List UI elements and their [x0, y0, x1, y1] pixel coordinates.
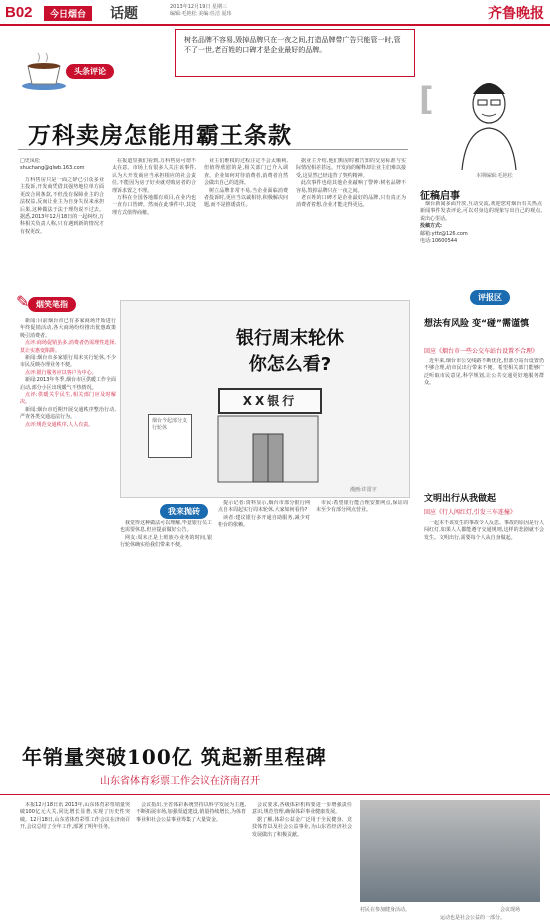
review-title-2: 文明出行从我做起: [424, 494, 497, 504]
bank-door-icon: [198, 414, 338, 484]
bank-question-title: 银行周末轮休 你怎么看?: [236, 328, 344, 375]
bottom-headline: 年销量突破100亿 筑起新里程碑: [22, 745, 327, 769]
section-tag: 今日烟台: [44, 6, 92, 21]
bottom-rule: [0, 794, 550, 795]
story2-tag: 烟笑笔指: [28, 297, 76, 312]
photo-note: 村民在参加健身活动。: [360, 907, 411, 913]
solicit-phone: 电话:10600544: [420, 238, 458, 245]
review-body-1: 近年来,烟台市公交线路不断优化,但部分站台设置仍不够合理,给市民出行带来不便。希望相关部门能够广泛听取市民意见,科学规划,让公共交通更好地服务群众。: [424, 358, 544, 387]
debate-col-2: 提示记者:资料显示,烟台市部分银行网点自本周起实行周末轮休,大家如何看待? 读者:建议银行多开通自助服务,减少对柜台的依赖。: [218, 500, 310, 529]
newspaper-logo: 齐鲁晚报: [488, 6, 544, 22]
page-number: B02: [5, 4, 33, 21]
solicit-title: 征稿启事: [420, 191, 460, 202]
solicit-email: 邮箱:ytfz@126.com: [420, 230, 468, 237]
review-sub-2: 回应《行人闯红灯,引发三车连撞》: [424, 509, 516, 516]
bottom-col-2: 会议指出,全省体彩系统坚持以科学发展为主题,不断拓展市场,加强渠道建设,销量持续增长,为体育事业和社会公益事业筹集了大量资金。: [136, 802, 246, 823]
solicit-body: 烟台新闻多面开放,互动交流,欢迎您对烟台有关热点新闻事件发表评论,可以对身边的现象写出自己的观点,说出心里话。 投稿方式: 邮箱:ytfz@126.com 电话:10600544: [420, 201, 542, 245]
debate-col-1: 我觉得这种做法可以理解,毕竟银行员工也需要休息,但应提前做好公告。 网友:周末正是上班族办业务的时间,银行轮休确实给我们带来不便。: [120, 520, 212, 549]
bottom-col-1: 本报12月18日讯 2013年,山东体育彩票销量突破100亿元大关,同比增长显著,实现了历史性突破。12月18日,山东省体育彩票工作会议在济南召开,会议总结了全年工作,部署了明年任务。: [20, 802, 130, 831]
photo-caption: 会议现场: [500, 907, 521, 913]
coffee-cup-icon: [18, 52, 70, 92]
section-topic: 话题: [110, 6, 138, 22]
debate-col-3: 市民:希望银行能合理安排网点,保证周末至少有部分网点营业。: [316, 500, 408, 514]
issue-meta: 2013年12月19日 星期三 编辑:毛艳松 美编:任洁 夏玮: [170, 4, 232, 17]
headline-rule: [18, 149, 408, 150]
bottom-foot: 运动也是社会公益的一部分。: [440, 915, 506, 921]
quote-icon: [: [419, 80, 434, 118]
article-col-3: 业主们维权的过程注定不会太顺利,但值得欣慰的是,相关部门已介入调查。企业如何对待消费者,消费者自然会做出自己的选择。 树立品牌非常不易,当企业面临消费者投诉时,更应当以诚相待,积极解决问题,而不是推诿责任。: [204, 158, 288, 209]
conference-photo: [360, 800, 540, 902]
coffee-illustration: [18, 52, 70, 92]
pull-quote: [175, 29, 415, 77]
story3-tag: 我来抛砖: [160, 504, 208, 519]
columnist-avatar-icon: [452, 70, 526, 170]
pull-quote-text: 树名品牌不容易,毁掉品牌只在一夜之间,打造品牌带广告只能管一时,管不了一世,老百姓的口碑才是企业最好的品牌。: [184, 36, 401, 54]
left-briefs: 新闻:目前烟台市已有多家商场开始进行年终促销活动,各大商场纷纷推出优惠政策吸引消费者。 点评:商场促销虽多,消费者仍需理性选择,莫让实惠变陷阱。 新闻:烟台市多家银行周末实行轮休,不少市民反映办理业务不便。 点评:银行服务应以客户为中心。 新闻:2013年冬季,烟台市区供暖工作全面启动,部分小区出现暖气不热情况。 点评:供暖关乎民生,相关部门应及时解决。 新闻:烟台市近期开展交通秩序整治行动,严查各类交通违法行为。 点评:规范交通秩序,人人有责。: [20, 318, 116, 428]
article-col-4: 据业主介绍,他们购房时被告知的交房标准与实际情况相差甚远。开发商的解释却让业主们难以接受,这显然已经违背了契约精神。 此次事件也给其他企业敲响了警钟:树名品牌不容易,毁掉品牌只在一夜之间。 老百姓的口碑才是企业最好的品牌,只有真正为消费者着想,企业才能走得更远。: [296, 158, 406, 209]
article-col-2: 在报道里我们看到,万科售房可谓不太在意。市场上有很多人关注该事件,认为大开发商应当承担相应的社会责任,不能因为房子好卖就对购房者的合理诉求置之不理。 万科在全国各地都有项目,在业内也一直有口皆碑。然而在此事件中,其处理方式值得商榷。: [112, 158, 196, 216]
author-block: [20, 158, 104, 173]
article-col-1: 万科售房只是一面之辞已引众多业主投诉,开发商凭借其强势地位单方面更改合同条款,不但没有保障业主的合法权益,反而让业主为自身失误来承担后果,这种做法于法于理均说不过去。据悉,2013年12月18日的一起纠纷,万科相关负责人称,只有遇到新的情况才有权更改。: [20, 177, 104, 235]
bottom-subtitle: 山东省体育彩票工作会议在济南召开: [100, 776, 260, 787]
headline-tag: 头条评论: [66, 64, 114, 79]
author-name: □史凤松: [20, 158, 40, 164]
pencil-icon: ✎: [16, 292, 30, 311]
bank-sign: XX银行: [218, 388, 322, 414]
review-title-1: 想法有风险 变“碰”需谨慎: [424, 319, 529, 329]
columnist-portrait: [452, 70, 526, 170]
author-email: shuchang@qlwb.163.com: [20, 165, 85, 172]
notice-board: 烟台今起部分支行轮休: [148, 414, 192, 458]
cartoon-credit: 漫画:许雷宇: [350, 487, 377, 493]
review-body-2: 一起本不该发生的事故令人反思。事故的原因是行人闯红灯,如果人人都能遵守交通规则,这样的悲剧就不会发生。文明出行,需要每个人从自身做起。: [424, 520, 544, 541]
bank-building: [198, 414, 338, 484]
review-tag: 评报区: [470, 290, 510, 305]
headline: 万科卖房怎能用霸王条款: [28, 122, 292, 149]
review-sub-1: 回应《烟台市一些公交车站台设置不合理》: [424, 348, 539, 355]
columnist-label: 本期编辑:毛艳松: [476, 173, 513, 179]
bottom-col-3: 会议要求,各级体彩机构要进一步增强责任意识,规范管理,确保体彩事业健康发展。 据了解,体彩公益金广泛用于全民健身、竞技体育以及社会公益事业,为山东省经济社会发展做出了积极贡献。: [252, 802, 352, 838]
